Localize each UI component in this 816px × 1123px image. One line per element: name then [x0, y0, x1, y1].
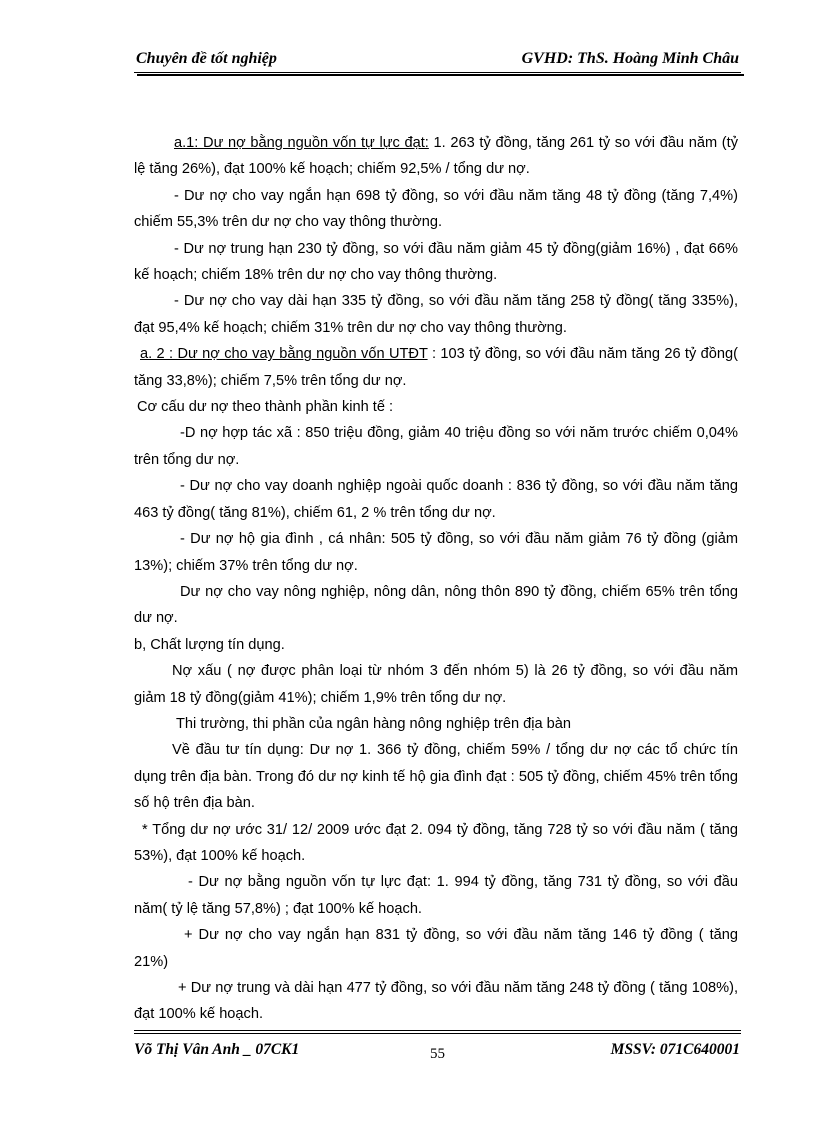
footer-rule [134, 1030, 741, 1031]
footer-student-id: MSSV: 071C640001 [610, 1041, 740, 1058]
paragraph-short-term-2009: + Dư nợ cho vay ngắn hạn 831 tỷ đồng, so với đầu năm tăng 146 tỷ đồng ( tăng 21%) [134, 927, 738, 970]
page-header [134, 44, 741, 73]
paragraph-cooperative: -D nợ hợp tác xã : 850 triệu đồng, giảm 40 triệu đồng so với năm trước chiếm 0,04% trên tổng dư nợ. [134, 425, 738, 468]
paragraph-short-term: - Dư nợ cho vay ngắn hạn 698 tỷ đồng, so với đầu năm tăng 48 tỷ đồng (tăng 7,4%) chiếm 55,3% trên dư nợ cho vay thông thường. [134, 187, 738, 231]
paragraph-medium-long-term-2009: + Dư nợ trung và dài hạn 477 tỷ đồng, so với đầu năm tăng 248 tỷ đồng ( tăng 108%), đạt 100% kế hoạch. [134, 980, 738, 1023]
paragraph-structure: Cơ cấu dư nợ theo thành phần kinh tế : [137, 399, 394, 416]
header-thesis-title: Chuyên đề tốt nghiệp [136, 50, 277, 67]
header-advisor: GVHD: ThS. Hoàng Minh Châu [521, 50, 739, 67]
page-number: 55 [430, 1046, 445, 1062]
body-text [134, 130, 738, 1028]
paragraph-bad-debt: Nợ xấu ( nợ được phân loại từ nhóm 3 đến nhóm 5) là 26 tỷ đồng, so với đầu năm giảm 18 tỷ đồng(giảm 41%); chiếm 1,9% trên tổng dư nợ. [134, 663, 738, 706]
heading-credit-quality: b, Chất lượng tín dụng. [134, 636, 285, 653]
paragraph-market: Thi trường, thi phần của ngân hàng nông nghiệp trên địa bàn [176, 715, 572, 732]
heading-a2: a. 2 : Dư nợ cho vay bằng nguồn vốn UTĐT [140, 346, 428, 363]
paragraph-a1-text: 1. 263 tỷ đồng, tăng 261 tỷ so với đầu năm (tỷ lệ tăng 26%), đạt 100% kế hoạch; chiếm 92,5% / tổng dư nợ. [134, 135, 739, 178]
footer-rule-secondary [134, 1033, 741, 1034]
paragraph-self-funded: - Dư nợ bằng nguồn vốn tự lực đạt: 1. 994 tỷ đồng, tăng 731 tỷ đồng, so với đầu năm( tỷ lệ tăng 57,8%) ; đạt 100% kế hoạch. [134, 874, 738, 917]
paragraph-credit-investment: Về đầu tư tín dụng: Dư nợ 1. 366 tỷ đồng, chiếm 59% / tổng dư nợ các tổ chức tín dụng trên địa bàn. Trong đó dư nợ kinh tế hộ gia đình đạt : 505 tỷ đồng, chiếm 45% trên tổng số hộ trên địa bàn. [134, 742, 738, 812]
paragraph-a2-text: : 103 tỷ đồng, so với đầu năm tăng 26 tỷ đồng( tăng 33,8%); chiếm 7,5% trên tổng dư nợ. [134, 346, 738, 389]
paragraph-enterprise: - Dư nợ cho vay doanh nghiệp ngoài quốc doanh : 836 tỷ đồng, so với đầu năm tăng 463 tỷ đồng( tăng 81%), chiếm 61, 2 % trên tổng dư nợ. [134, 478, 738, 521]
heading-a1: a.1: Dư nợ bằng nguồn vốn tự lực đạt: [174, 135, 429, 151]
paragraph-agriculture: Dư nợ cho vay nông nghiệp, nông dân, nông thôn 890 tỷ đồng, chiếm 65% trên tổng dư nợ. [134, 583, 738, 627]
paragraph-long-term: - Dư nợ cho vay dài hạn 335 tỷ đồng, so với đầu năm tăng 258 tỷ đồng( tăng 335%), đạt 95,4% kế hoạch; chiếm 31% trên dư nợ cho vay thông thường. [134, 293, 738, 336]
footer-author: Võ Thị Vân Anh _ 07CK1 [134, 1041, 300, 1058]
paragraph-a1 [134, 130, 738, 183]
paragraph-household: - Dư nợ hộ gia đình , cá nhân: 505 tỷ đồng, so với đầu năm giảm 76 tỷ đồng (giảm 13%); chiếm 37% trên tổng dư nợ. [134, 531, 738, 574]
paragraph-a2 [134, 341, 738, 394]
paragraph-total-debt: * Tổng dư nợ ước 31/ 12/ 2009 ước đạt 2. 094 tỷ đồng, tăng 728 tỷ so với đầu năm ( tăng 53%), đạt 100% kế hoạch. [134, 821, 738, 864]
paragraph-medium-term: - Dư nợ trung hạn 230 tỷ đồng, so với đầu năm giảm 45 tỷ đồng(giảm 16%) , đạt 66% kế hoạch; chiếm 18% trên dư nợ cho vay thông thường. [134, 240, 738, 284]
header-rule [137, 74, 744, 76]
